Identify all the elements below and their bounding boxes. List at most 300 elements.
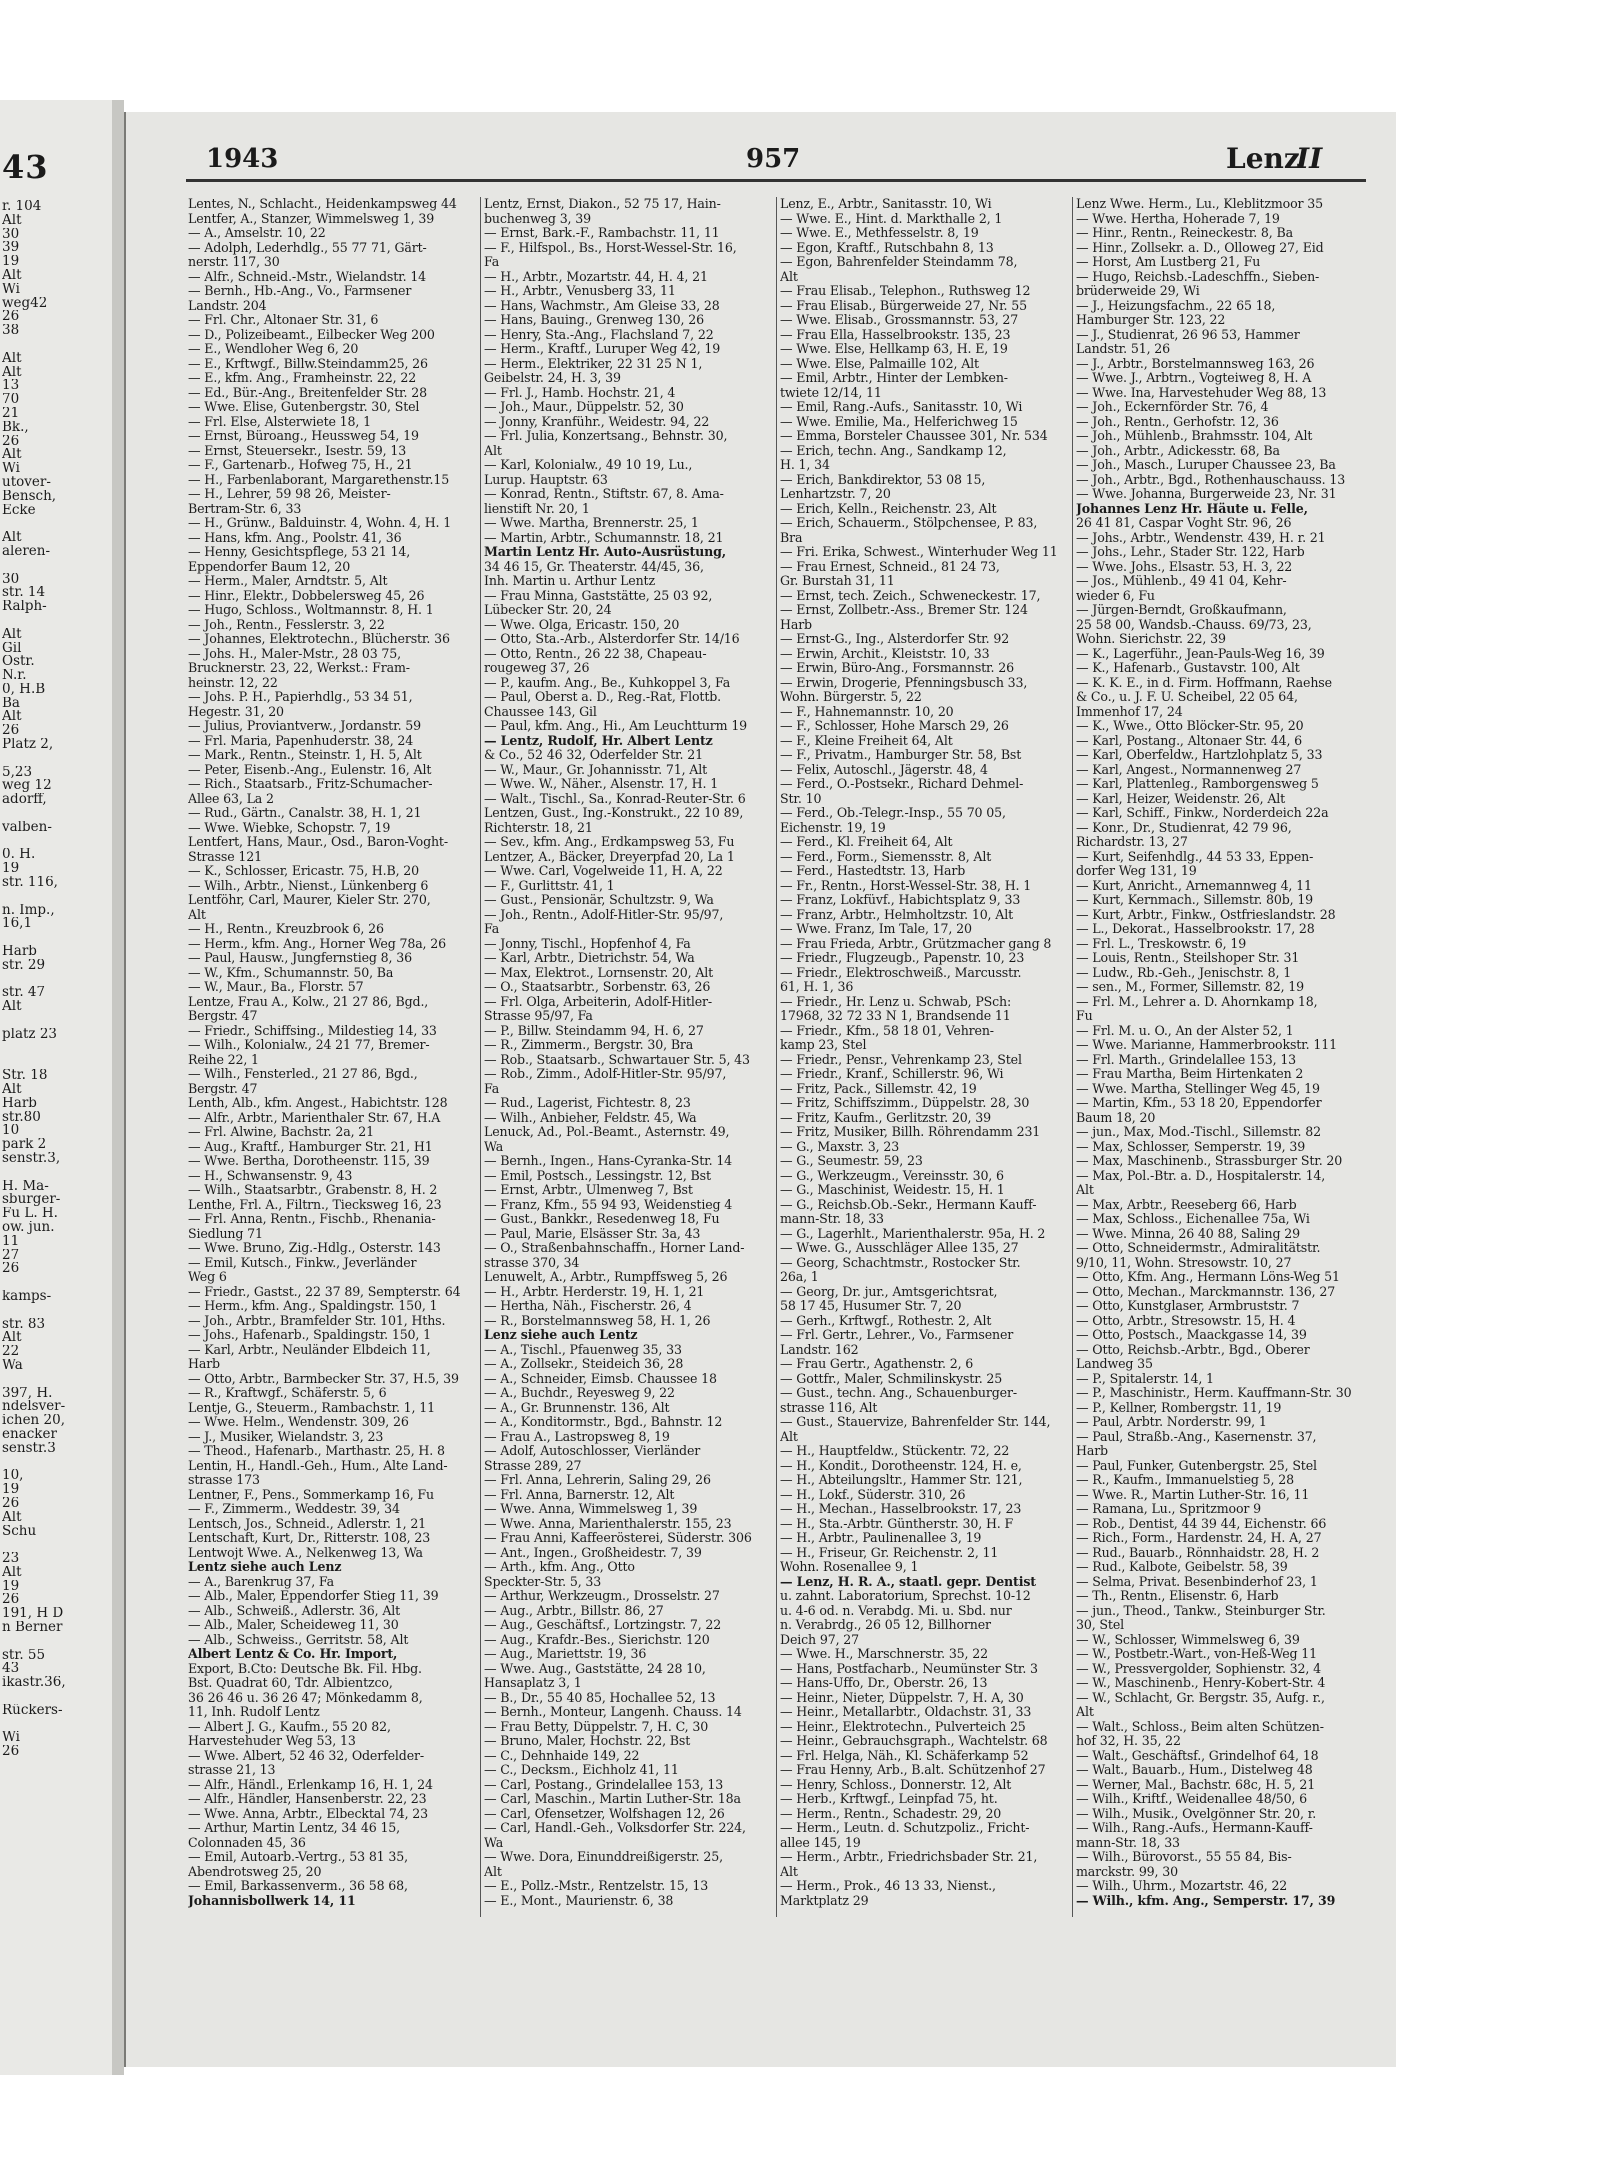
directory-entry: — Wwe. Carl, Vogelweide 11, H. A, 22 xyxy=(484,864,723,878)
left-fragment: Schu xyxy=(2,1524,37,1539)
directory-entry: — Alfr., Schneid.-Mstr., Wielandstr. 14 xyxy=(188,269,427,284)
left-fragment: Alt xyxy=(2,268,22,283)
directory-entry: — Frl. Chr., Altonaer Str. 31, 6 xyxy=(188,313,379,327)
left-fragment: str.80 xyxy=(2,1110,41,1125)
directory-entry: — Paul, Oberst a. D., Reg.-Rat, Flottb. xyxy=(484,690,722,704)
directory-entry: — Rich., Staatsarb., Fritz-Schumacher- xyxy=(188,777,433,791)
directory-entry: Baum 18, 20 xyxy=(1076,1110,1156,1125)
column-3 xyxy=(780,197,1072,1982)
directory-entry: — Frau A., Lastropsweg 8, 19 xyxy=(484,1429,670,1444)
directory-entry: — E., Wendloher Weg 6, 20 xyxy=(188,342,359,356)
left-fragment xyxy=(2,752,110,766)
directory-entry: — Ernst, Büroang., Heussweg 54, 19 xyxy=(188,429,419,443)
directory-entry: — A., Amselstr. 10, 22 xyxy=(188,226,326,240)
directory-entry: 25 58 00, Wandsb.-Chauss. 69/73, 23, xyxy=(1076,617,1312,632)
directory-entry: — Hans, Postfacharb., Neumünster Str. 3 xyxy=(780,1661,1038,1676)
directory-entry: Lenuck, Ad., Pol.-Beamt., Asternstr. 49, xyxy=(484,1125,730,1139)
directory-entry: — Emil, Rang.-Aufs., Sanitasstr. 10, Wi xyxy=(780,400,1023,414)
left-page-year: 43 xyxy=(2,148,49,186)
left-fragment: 19 xyxy=(2,255,20,269)
directory-entry: — F., Kleine Freiheit 64, Alt xyxy=(780,733,953,748)
directory-entry: — Aug., Kraftf., Hamburger Str. 21, H1 xyxy=(188,1139,433,1154)
directory-entry: — Karl, Heizer, Weidenstr. 26, Alt xyxy=(1076,791,1286,806)
left-fragment: park 2 xyxy=(2,1138,47,1152)
directory-entry: — Max, Schlosser, Semperstr. 19, 39 xyxy=(1076,1139,1306,1154)
left-fragment: str. 116, xyxy=(2,876,58,890)
directory-entry: Lurup. Hauptstr. 63 xyxy=(484,472,608,487)
left-fragment xyxy=(2,1538,110,1552)
directory-entry: — Mark., Rentn., Steinstr. 1, H. 5, Alt xyxy=(188,748,422,762)
directory-entry: Lübecker Str. 20, 24 xyxy=(484,603,612,617)
directory-entry: — jun., Max, Mod.-Tischl., Sillemstr. 82 xyxy=(1076,1125,1321,1139)
directory-entry: — P., Maschinistr., Herm. Kauffmann-Str. 30 xyxy=(1076,1386,1352,1400)
directory-entry: H. 1, 34 xyxy=(780,458,830,472)
left-fragment: Wi xyxy=(2,282,20,297)
directory-entry: hof 32, H. 35, 22 xyxy=(1076,1734,1181,1748)
directory-entry: — Karl, Postang., Altonaer Str. 44, 6 xyxy=(1076,733,1303,748)
directory-entry: — Hugo, Schloss., Woltmannstr. 8, H. 1 xyxy=(188,603,434,617)
directory-entry: — Gerh., Krftwgf., Rothestr. 2, Alt xyxy=(780,1313,992,1328)
directory-entry: — sen., M., Former, Sillemstr. 82, 19 xyxy=(1076,980,1305,994)
left-fragment: Alt xyxy=(2,1510,22,1525)
directory-entry: — Carl, Maschin., Martin Luther-Str. 18a xyxy=(484,1792,741,1806)
left-fragment xyxy=(2,1635,110,1649)
directory-entry: — Emil, Kutsch., Finkw., Jeverländer xyxy=(188,1255,417,1270)
left-fragment: 0, H.B xyxy=(2,682,46,697)
directory-entry: — Lentz, Rudolf, Hr. Albert Lentz xyxy=(484,733,713,748)
directory-entry: — L., Dekorat., Hasselbrookstr. 17, 28 xyxy=(1076,922,1315,936)
directory-entry: — Hans, kfm. Ang., Poolstr. 41, 36 xyxy=(188,530,402,545)
directory-entry: — Karl, Arbtr., Dietrichstr. 54, Wa xyxy=(484,951,695,965)
column-divider xyxy=(480,197,481,1917)
directory-entry: Lentföhr, Carl, Maurer, Kieler Str. 270, xyxy=(188,893,431,907)
directory-entry: — H., Friseur, Gr. Reichenstr. 2, 11 xyxy=(780,1545,999,1560)
directory-entry: — Egon, Bahrenfelder Steindamm 78, xyxy=(780,255,1018,269)
directory-entry: — Otto, Kfm. Ang., Hermann Löns-Weg 51 xyxy=(1076,1270,1340,1284)
directory-entry: — Frau Frieda, Arbtr., Grützmacher gang 8 xyxy=(780,936,1052,951)
left-fragment: Alt xyxy=(2,1083,22,1097)
directory-entry: mann-Str. 18, 33 xyxy=(780,1212,884,1226)
directory-entry: — Wwe. Bruno, Zig.-Hdlg., Osterstr. 143 xyxy=(188,1241,441,1255)
directory-entry: — Emil, Arbtr., Hinter der Lembken- xyxy=(780,371,1008,385)
left-fragment: Ecke xyxy=(2,503,36,518)
directory-entry: Strasse 121 xyxy=(188,849,262,864)
left-fragment: str. 83 xyxy=(2,1317,46,1332)
directory-entry: — Aug., Krafdr.-Bes., Sierichstr. 120 xyxy=(484,1632,710,1647)
directory-entry: kamp 23, Stel xyxy=(780,1038,867,1052)
directory-entry: — Rud., Gärtn., Canalstr. 38, H. 1, 21 xyxy=(188,806,422,820)
left-fragment: enacker xyxy=(2,1427,57,1442)
directory-entry: — Ferd., Hastedtstr. 13, Harb xyxy=(780,864,966,878)
directory-entry: — Fri. Erika, Schwest., Winterhuder Weg 11 xyxy=(780,545,1058,559)
directory-entry: — Wwe. Martha, Brennerstr. 25, 1 xyxy=(484,516,699,530)
directory-entry: — Rud., Bauarb., Rönnhaidstr. 28, H. 2 xyxy=(1076,1545,1320,1560)
directory-entry: Lentsch, Jos., Schneid., Adlerstr. 1, 21 xyxy=(188,1516,427,1531)
directory-entry: — Frl. Marth., Grindelallee 153, 13 xyxy=(1076,1052,1297,1067)
directory-entry: — Alb., Maler, Scheideweg 11, 30 xyxy=(188,1618,399,1632)
directory-entry: — F., Privatm., Hamburger Str. 58, Bst xyxy=(780,748,1022,762)
directory-entry: Bra xyxy=(780,530,803,545)
left-fragment: 27 xyxy=(2,1248,20,1263)
directory-entry: — Jonny, Tischl., Hopfenhof 4, Fa xyxy=(484,936,691,951)
directory-entry: — Arth., kfm. Ang., Otto xyxy=(484,1560,635,1574)
directory-entry: Lentschaft, Kurt, Dr., Ritterstr. 108, 23 xyxy=(188,1531,431,1545)
directory-entry: Lenz Wwe. Herm., Lu., Kleblitzmoor 35 xyxy=(1076,197,1323,211)
directory-entry: Gr. Burstah 31, 11 xyxy=(780,574,895,588)
left-fragment: ndelsver- xyxy=(2,1400,66,1415)
left-fragment: 26 xyxy=(2,1593,20,1608)
directory-entry: — Wilh., Bürovorst., 55 55 84, Bis- xyxy=(1076,1850,1292,1864)
directory-entry: — Joh., Arbtr., Bramfelder Str. 101, Hths. xyxy=(188,1313,446,1328)
left-fragment: aleren- xyxy=(2,544,51,559)
left-fragment: 70 xyxy=(2,393,20,407)
directory-entry: — Emma, Borsteler Chaussee 301, Nr. 534 xyxy=(780,429,1048,443)
directory-entry: Lenhartzstr. 7, 20 xyxy=(780,487,891,501)
directory-entry: — Hans, Wachmstr., Am Gleise 33, 28 xyxy=(484,298,720,313)
left-fragment: 22 xyxy=(2,1345,20,1359)
directory-entry: — Frl. J., Hamb. Hochstr. 21, 4 xyxy=(484,385,676,400)
directory-entry: — Egon, Kraftf., Rutschbahn 8, 13 xyxy=(780,240,994,255)
directory-entry: Harb xyxy=(188,1357,220,1371)
directory-entry: — H., Abteilungsltr., Hammer Str. 121, xyxy=(780,1473,1023,1487)
directory-entry: Bst. Quadrat 60, Tdr. Albientzco, xyxy=(188,1676,393,1690)
directory-entry: Wa xyxy=(484,1835,504,1850)
left-fragment xyxy=(2,1718,110,1732)
left-fragment: Alt xyxy=(2,1000,22,1015)
directory-entry: — Max, Schloss., Eichenallee 75a, Wi xyxy=(1076,1212,1310,1226)
left-fragment xyxy=(2,1456,110,1470)
left-fragment: weg42 xyxy=(2,296,48,311)
directory-entry: — R., Borstelmannsweg 58, H. 1, 26 xyxy=(484,1313,711,1328)
directory-entry: — Wwe. G., Ausschläger Allee 135, 27 xyxy=(780,1241,1019,1255)
directory-entry: — Bernh., Ingen., Hans-Cyranka-Str. 14 xyxy=(484,1154,733,1168)
directory-entry: — Frl. M., Lehrer a. D. Ahornkamp 18, xyxy=(1076,994,1318,1009)
directory-entry: — Johs., Arbtr., Wendenstr. 439, H. r. 21 xyxy=(1076,530,1326,545)
directory-entry: — Konrad, Rentn., Stiftstr. 67, 8. Ama- xyxy=(484,487,724,501)
left-fragment: 191, H D xyxy=(2,1607,64,1622)
directory-entry: — Karl, Arbtr., Neuländer Elbdeich 11, xyxy=(188,1342,431,1357)
directory-entry: — Albert J. G., Kaufm., 55 20 82, xyxy=(188,1719,391,1734)
directory-entry: Lentes, N., Schlacht., Heidenkampsweg 44 xyxy=(188,197,457,211)
directory-entry: — Friedr., Kranf., Schillerstr. 96, Wi xyxy=(780,1067,1004,1081)
directory-entry: — H., Farbenlaborant, Margarethenstr.15 xyxy=(188,472,450,487)
directory-entry: Str. 10 xyxy=(780,791,822,806)
left-fragment: 397, H. xyxy=(2,1386,53,1401)
directory-entry: — Wilh., Arbtr., Nienst., Lünkenberg 6 xyxy=(188,878,429,893)
directory-entry: — Frau Elisab., Telephon., Ruthsweg 12 xyxy=(780,284,1031,298)
directory-entry: — Fritz, Musiker, Billh. Röhrendamm 231 xyxy=(780,1125,1041,1139)
directory-entry: — Frl. M. u. O., An der Alster 52, 1 xyxy=(1076,1023,1294,1038)
left-fragment xyxy=(2,890,110,904)
directory-entry: — Hinr., Rentn., Reineckestr. 8, Ba xyxy=(1076,226,1293,240)
directory-entry: marckstr. 99, 30 xyxy=(1076,1864,1178,1879)
directory-entry: — Friedr., Kfm., 58 18 01, Vehren- xyxy=(780,1023,994,1038)
directory-entry: — F., Gurlittstr. 41, 1 xyxy=(484,878,615,893)
directory-entry: — Kurt, Anricht., Arnemannweg 4, 11 xyxy=(1076,878,1312,893)
directory-entry: Hegestr. 31, 20 xyxy=(188,704,284,719)
directory-entry: — Friedr., Flugzeugb., Papenstr. 10, 23 xyxy=(780,951,1025,965)
left-fragment: sburger- xyxy=(2,1193,61,1208)
left-fragment: 0. H. xyxy=(2,848,36,863)
directory-entry: Alt xyxy=(1076,1183,1094,1197)
directory-entry: Lenz siehe auch Lentz xyxy=(484,1328,638,1342)
left-fragment: H. Ma- xyxy=(2,1179,49,1194)
left-fragment: 11 xyxy=(2,1234,20,1249)
directory-entry: — A., Schneider, Eimsb. Chaussee 18 xyxy=(484,1371,717,1386)
directory-entry: — Rob., Staatsarb., Schwartauer Str. 5, 43 xyxy=(484,1052,750,1067)
directory-entry: Alt xyxy=(780,269,798,284)
left-fragment: 26 xyxy=(2,1496,20,1511)
directory-entry: — Emil, Barkassenverm., 36 58 68, xyxy=(188,1879,408,1893)
directory-entry: — Frl. Anna, Rentn., Fischb., Rhenania- xyxy=(188,1212,436,1226)
directory-entry: & Co., u. J. F. U. Scheibel, 22 05 64, xyxy=(1076,690,1298,704)
left-fragment: Alt xyxy=(2,213,22,228)
directory-entry: — Franz, Arbtr., Helmholtzstr. 10, Alt xyxy=(780,907,1014,922)
left-fragment: Alt xyxy=(2,351,22,366)
directory-entry: — Lenz, H. R. A., staatl. gepr. Dentist xyxy=(780,1574,1036,1589)
directory-entry: — Wwe. Minna, 26 40 88, Saling 29 xyxy=(1076,1226,1300,1241)
directory-entry: Speckter-Str. 5, 33 xyxy=(484,1574,602,1589)
left-fragment: Wa xyxy=(2,1358,23,1373)
directory-entry: — Wwe. Anna, Wimmelsweg 1, 39 xyxy=(484,1502,698,1516)
directory-entry: Martin Lentz Hr. Auto-Ausrüstung, xyxy=(484,545,727,559)
directory-entry: — Henry, Schloss., Donnerstr. 12, Alt xyxy=(780,1777,1012,1792)
left-fragment: str. 29 xyxy=(2,958,46,973)
directory-entry: — Bernh., Hb.-Ang., Vo., Farmsener xyxy=(188,284,412,298)
directory-entry: — Rob., Dentist, 44 39 44, Eichenstr. 66 xyxy=(1076,1516,1327,1531)
directory-entry: — Heinr., Gebrauchsgraph., Wachtelstr. 68 xyxy=(780,1734,1048,1748)
directory-entry: — Kurt, Seifenhdlg., 44 53 33, Eppen- xyxy=(1076,849,1314,864)
directory-entry: — J., Musiker, Wielandstr. 3, 23 xyxy=(188,1429,384,1444)
directory-entry: — J., Arbtr., Borstelmannsweg 163, 26 xyxy=(1076,356,1315,371)
directory-entry: Weg 6 xyxy=(188,1270,227,1284)
directory-entry: Chaussee 143, Gil xyxy=(484,704,597,719)
directory-entry: 26a, 1 xyxy=(780,1270,819,1284)
directory-entry: Allee 63, La 2 xyxy=(188,791,274,806)
directory-entry: — Wwe. Albert, 52 46 32, Oderfelder- xyxy=(188,1748,424,1763)
directory-entry: — H., Sta.-Arbtr. Güntherstr. 30, H. F xyxy=(780,1516,1014,1531)
directory-entry: — Herm., Kraftf., Luruper Weg 42, 19 xyxy=(484,342,721,356)
directory-entry: — Frau Ella, Hasselbrookstr. 135, 23 xyxy=(780,327,1011,342)
directory-entry: — Johs., Hafenarb., Spaldingstr. 150, 1 xyxy=(188,1328,431,1342)
directory-entry: — J., Studienrat, 26 96 53, Hammer xyxy=(1076,327,1300,342)
directory-entry: — Ernst, Arbtr., Ulmenweg 7, Bst xyxy=(484,1183,693,1197)
directory-entry: — Rich., Form., Hardenstr. 24, H. A, 27 xyxy=(1076,1531,1322,1545)
directory-entry: — E., Mont., Maurienstr. 6, 38 xyxy=(484,1893,674,1908)
directory-entry: — Paul, Hausw., Jungfernstieg 8, 36 xyxy=(188,951,412,965)
directory-entry: — A., Gr. Brunnenstr. 136, Alt xyxy=(484,1400,670,1415)
left-fragment: Rückers- xyxy=(2,1703,63,1718)
directory-entry: 36 26 46 u. 36 26 47; Mönkedamm 8, xyxy=(188,1690,423,1705)
directory-entry: — Max, Arbtr., Reeseberg 66, Harb xyxy=(1076,1197,1297,1212)
directory-entry: Bergstr. 47 xyxy=(188,1009,258,1023)
directory-entry: — H., Arbtr., Paulinenallee 3, 19 xyxy=(780,1531,982,1545)
directory-entry: — E., Pollz.-Mstr., Rentzelstr. 15, 13 xyxy=(484,1879,709,1893)
directory-entry: u. 4-6 od. n. Verabdg. Mi. u. Sbd. nur xyxy=(780,1603,1012,1618)
left-fragment: 30 xyxy=(2,227,20,242)
directory-entry: — Wwe. Anna, Marienthalerstr. 155, 23 xyxy=(484,1516,732,1531)
directory-entry: — Georg, Dr. jur., Amtsgerichtsrat, xyxy=(780,1284,998,1299)
directory-entry: — Wwe. Else, Palmaille 102, Alt xyxy=(780,356,979,371)
directory-entry: — Friedr., Pensr., Vehrenkamp 23, Stel xyxy=(780,1052,1022,1067)
left-fragment: Bk., xyxy=(2,420,29,435)
directory-entry: Lentz, Ernst, Diakon., 52 75 17, Hain- xyxy=(484,197,721,211)
directory-entry: — D., Polizeibeamt., Eilbecker Weg 200 xyxy=(188,327,435,342)
directory-entry: — O., Straßenbahnschaffn., Horner Land- xyxy=(484,1241,745,1255)
left-fragment: ichen 20, xyxy=(2,1414,66,1428)
directory-entry: buchenweg 3, 39 xyxy=(484,211,591,226)
directory-entry: — Alfr., Arbtr., Marienthaler Str. 67, H.A xyxy=(188,1110,441,1125)
directory-entry: Albert Lentz & Co. Hr. Import, xyxy=(188,1647,398,1661)
directory-entry: Alt xyxy=(188,907,206,922)
directory-entry: — Arthur, Martin Lentz, 34 46 15, xyxy=(188,1821,401,1835)
directory-entry: — W., Postbetr.-Wart., von-Heß-Weg 11 xyxy=(1076,1647,1318,1661)
left-fragment: Alt xyxy=(2,531,22,545)
directory-entry: — H., Lokf., Süderstr. 310, 26 xyxy=(780,1487,966,1502)
directory-entry: — Alb., Schweiß., Adlerstr. 36, Alt xyxy=(188,1603,401,1618)
directory-entry: Alt xyxy=(484,443,502,458)
directory-entry: — Wwe. Anna, Arbtr., Elbecktal 74, 23 xyxy=(188,1806,429,1821)
directory-entry: Richterstr. 18, 21 xyxy=(484,820,593,835)
directory-entry: — Frau Ernest, Schneid., 81 24 73, xyxy=(780,559,1000,574)
directory-entry: — H., Hauptfeldw., Stückentr. 72, 22 xyxy=(780,1444,1010,1458)
directory-entry: — Fritz, Pack., Sillemstr. 42, 19 xyxy=(780,1081,977,1096)
directory-entry: strasse 21, 13 xyxy=(188,1763,276,1777)
left-fragment: Alt xyxy=(2,1331,22,1346)
header-year: 1943 xyxy=(206,144,279,174)
directory-entry: — Wilh., Kolonialw., 24 21 77, Bremer- xyxy=(188,1038,430,1052)
left-fragment: n. Imp., xyxy=(2,903,55,918)
directory-entry: — Friedr., Hr. Lenz u. Schwab, PSch: xyxy=(780,994,1012,1009)
left-page-fragments xyxy=(2,200,110,1759)
directory-entry: — Ernst, Bark.-F., Rambachstr. 11, 11 xyxy=(484,226,720,240)
directory-entry: — Joh., Rentn., Fesslerstr. 3, 22 xyxy=(188,617,385,632)
directory-entry: 30, Stel xyxy=(1076,1618,1125,1632)
directory-entry: — F., Gartenarb., Hofweg 75, H., 21 xyxy=(188,458,413,472)
directory-entry: brüderweide 29, Wi xyxy=(1076,284,1200,298)
left-fragment xyxy=(2,1014,110,1028)
directory-entry: — Erwin, Archit., Kleiststr. 10, 33 xyxy=(780,646,990,661)
directory-entry: — Otto, Mechan., Marckmannstr. 136, 27 xyxy=(1076,1284,1336,1299)
directory-entry: — Werner, Mal., Bachstr. 68c, H. 5, 21 xyxy=(1076,1777,1316,1792)
directory-entry: Geibelstr. 24, H. 3, 39 xyxy=(484,371,621,385)
directory-entry: — W., Schlacht, Gr. Bergstr. 35, Aufg. r., xyxy=(1076,1690,1325,1705)
header-rule xyxy=(186,179,1366,182)
directory-entry: — Herm., Elektriker, 22 31 25 N 1, xyxy=(484,356,703,371)
left-fragment: 19 xyxy=(2,1483,20,1497)
directory-entry: 11, Inh. Rudolf Lentz xyxy=(188,1705,320,1719)
directory-entry: Lenz, E., Arbtr., Sanitasstr. 10, Wi xyxy=(780,197,992,211)
directory-entry: — Franz, Lokfüvf., Habichtsplatz 9, 33 xyxy=(780,893,1021,907)
directory-entry: — Joh., Rentn., Gerhofstr. 12, 36 xyxy=(1076,414,1279,429)
directory-entry: 17968, 32 72 33 N 1, Brandsende 11 xyxy=(780,1009,1011,1023)
left-fragment: Alt xyxy=(2,448,22,463)
directory-entry: — Ernst-G., Ing., Alsterdorfer Str. 92 xyxy=(780,632,1010,646)
left-fragment xyxy=(2,1055,110,1069)
directory-entry: Eppendorfer Baum 12, 20 xyxy=(188,559,351,574)
directory-entry: Deich 97, 27 xyxy=(780,1632,860,1647)
directory-entry: — Karl, Schiff., Finkw., Norderdeich 22a xyxy=(1076,806,1329,820)
directory-entry: — Selma, Privat. Besenbinderhof 23, 1 xyxy=(1076,1574,1318,1589)
left-fragment: 26 xyxy=(2,724,20,739)
directory-entry: — Heinr., Elektrotechn., Pulverteich 25 xyxy=(780,1719,1026,1734)
directory-entry: rougeweg 37, 26 xyxy=(484,661,590,675)
directory-entry: — K., Hafenarb., Gustavstr. 100, Alt xyxy=(1076,661,1300,675)
left-fragment: platz 23 xyxy=(2,1027,58,1042)
directory-entry: strasse 116, Alt xyxy=(780,1400,878,1415)
directory-entry: Colonnaden 45, 36 xyxy=(188,1835,306,1850)
directory-entry: — H., Arbtr. Herderstr. 19, H. 1, 21 xyxy=(484,1284,705,1299)
directory-entry: — Adolph, Lederhdlg., 55 77 71, Gärt- xyxy=(188,240,427,255)
left-fragment: Alt xyxy=(2,627,22,642)
directory-entry: — K., Schlosser, Ericastr. 75, H.B, 20 xyxy=(188,864,420,878)
directory-entry: — G., Werkzeugm., Vereinsstr. 30, 6 xyxy=(780,1168,1004,1183)
directory-entry: — Wwe. Emilie, Ma., Helferichweg 15 xyxy=(780,414,1018,429)
directory-entry: — Emil, Autoarb.-Vertrg., 53 81 35, xyxy=(188,1850,408,1864)
directory-entry: — F., Schlosser, Hohe Marsch 29, 26 xyxy=(780,719,1009,733)
directory-entry: — K., Lagerführ., Jean-Pauls-Weg 16, 39 xyxy=(1076,646,1325,661)
directory-entry: — Otto, Kunstglaser, Armbruststr. 7 xyxy=(1076,1299,1300,1313)
directory-entry: — Wwe. Franz, Im Tale, 17, 20 xyxy=(780,922,972,936)
header-page-number: 957 xyxy=(746,144,801,174)
left-fragment: Alt xyxy=(2,710,22,725)
directory-entry: — Wwe. H., Marschnerstr. 35, 22 xyxy=(780,1647,988,1661)
directory-entry: Bertram-Str. 6, 33 xyxy=(188,501,302,516)
directory-entry: — Ant., Ingen., Großheidestr. 7, 39 xyxy=(484,1545,702,1560)
directory-entry: — Joh., Eckernförder Str. 76, 4 xyxy=(1076,400,1269,414)
directory-entry: Lenuwelt, A., Arbtr., Rumpffsweg 5, 26 xyxy=(484,1270,728,1284)
directory-entry: — A., Konditormstr., Bgd., Bahnstr. 12 xyxy=(484,1415,723,1429)
directory-entry: — Frl. Anna, Lehrerin, Saling 29, 26 xyxy=(484,1473,711,1487)
directory-entry: — Otto, Arbtr., Stresowstr. 15, H. 4 xyxy=(1076,1313,1296,1328)
directory-entry: — Alfr., Händl., Erlenkamp 16, H. 1, 24 xyxy=(188,1777,433,1792)
directory-entry: 34 46 15, Gr. Theaterstr. 44/45, 36, xyxy=(484,559,704,574)
directory-entry: — Georg, Schachtmstr., Rostocker Str. xyxy=(780,1255,1021,1270)
directory-entry: — Carl, Handl.-Geh., Volksdorfer Str. 224, xyxy=(484,1821,746,1835)
left-fragment: 26 xyxy=(2,434,20,449)
directory-entry: — Wwe. Johs., Elsastr. 53, H. 3, 22 xyxy=(1076,559,1293,574)
directory-entry: — Franz, Kfm., 55 94 93, Weidenstieg 4 xyxy=(484,1197,733,1212)
directory-entry: — Ernst, Zollbetr.-Ass., Bremer Str. 124 xyxy=(780,603,1028,617)
left-fragment: Fu L. H. xyxy=(2,1207,58,1221)
directory-entry: — Konr., Dr., Studienrat, 42 79 96, xyxy=(1076,820,1292,835)
directory-entry: — Peter, Eisenb.-Ang., Eulenstr. 16, Alt xyxy=(188,762,432,777)
directory-entry: Johannes Lenz Hr. Häute u. Felle, xyxy=(1076,501,1308,516)
column-1 xyxy=(188,197,480,1982)
left-fragment: Str. 18 xyxy=(2,1069,48,1083)
directory-entry: — Gust., techn. Ang., Schauenburger- xyxy=(780,1386,1017,1400)
directory-entry: — Hinr., Elektr., Dobbelersweg 45, 26 xyxy=(188,588,425,603)
directory-entry: — Frl. Gertr., Lehrer., Vo., Farmsener xyxy=(780,1328,1014,1342)
directory-entry: — Erich, Bankdirektor, 53 08 15, xyxy=(780,472,986,487)
left-fragment: Harb xyxy=(2,945,37,959)
left-fragment: 21 xyxy=(2,406,20,421)
directory-entry: — Gust., Stauervize, Bahrenfelder Str. 144, xyxy=(780,1415,1051,1429)
left-fragment: senstr.3, xyxy=(2,1151,61,1166)
directory-entry: — Wwe. Dora, Einunddreißigerstr. 25, xyxy=(484,1850,723,1864)
directory-entry: — Wilh., Uhrm., Mozartstr. 46, 22 xyxy=(1076,1879,1288,1893)
directory-entry: — Walt., Geschäftsf., Grindelhof 64, 18 xyxy=(1076,1748,1319,1763)
directory-entry: Alt xyxy=(780,1864,798,1879)
directory-entry: — Bernh., Monteur, Langenh. Chauss. 14 xyxy=(484,1705,742,1719)
left-fragment xyxy=(2,559,110,573)
directory-entry: Siedlung 71 xyxy=(188,1226,263,1241)
directory-entry: — E., Krftwgf., Billw.Steindamm25, 26 xyxy=(188,356,428,371)
left-fragment: 30 xyxy=(2,572,20,587)
left-fragment: senstr.3 xyxy=(2,1441,56,1456)
left-fragment: 38 xyxy=(2,324,20,338)
directory-entry: — Johs. H., Maler-Mstr., 28 03 75, xyxy=(188,646,402,661)
